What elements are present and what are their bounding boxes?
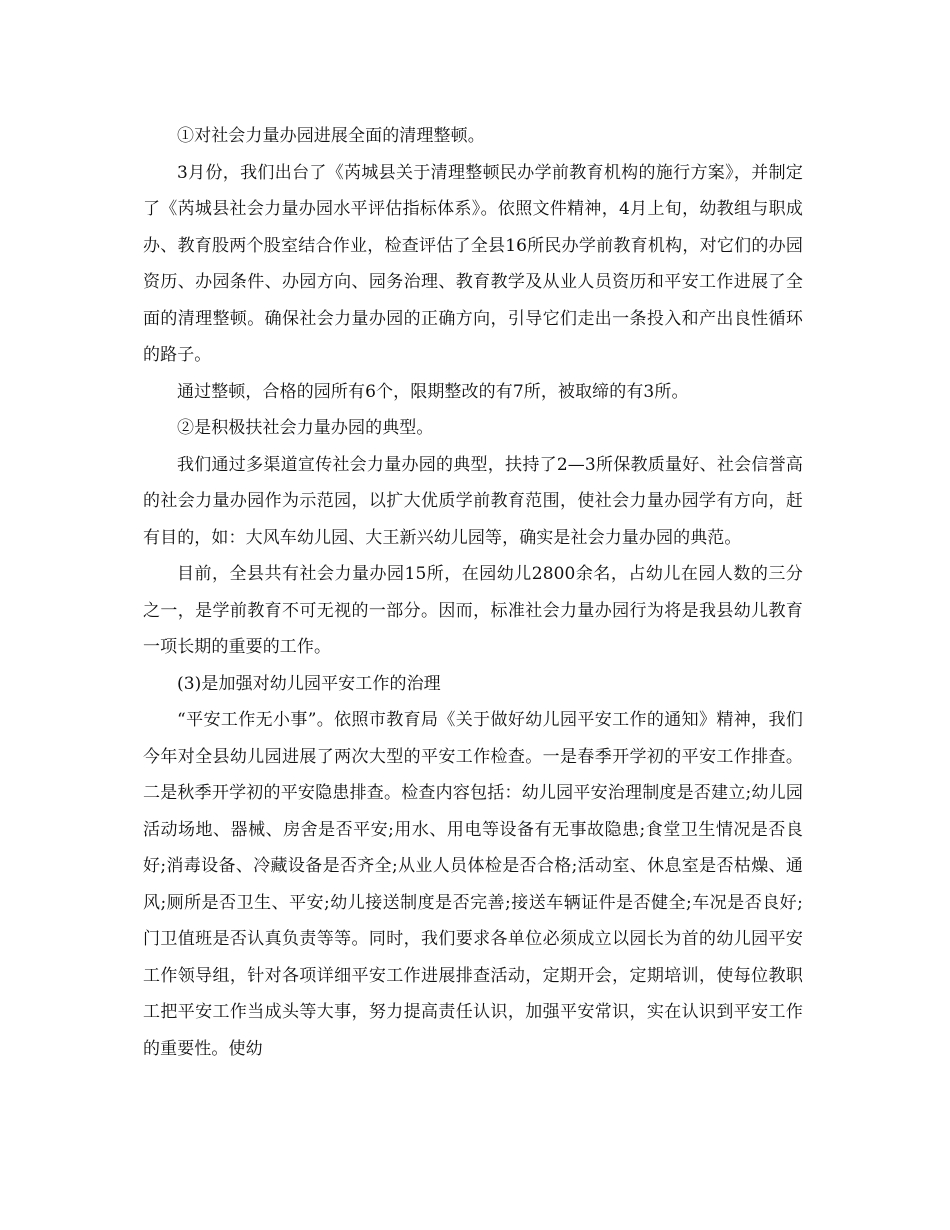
paragraph-2: 通过整顿，合格的园所有6个，限期整改的有7所，被取缔的有3所。 — [177, 381, 689, 402]
paragraph-1: 3月份，我们出台了《芮城县关于清理整顿民办学前教育机构的施行方案》，并制定了《芮城县社会力量办园水平评估指标体系》。依照文件精神，4月上旬，幼教组与职成办、教育股两个股室结合作业，检查评估了全县16所民办学前教育机构，对它们的办园资历、办园条件、办园方向、园务治理、教育教学及从业人员资历和平安工作进展了全面的清理整顿。确保社会力量办园的正确方向，引导它们走出一条投入和产出良性循环的路子。 — [143, 162, 803, 365]
paragraph-5: “平安工作无小事”。依照市教育局《关于做好幼儿园平安工作的通知》精神，我们今年对全县幼儿园进展了两次大型的平安工作检查。一是春季开学初的平安工作排查。二是秋季开学初的平安隐患排查。检查内容包括：幼儿园平安治理制度是否建立;幼儿园活动场地、器械、房舍是否平安;用水、用电等设备有无事故隐患;食堂卫生情况是否良好;消毒设备、冷藏设备是否齐全;从业人员体检是否合格;活动室、休息室是否枯燥、通风;厕所是否卫生、平安;幼儿接送制度是否完善;接送车辆证件是否健全;车况是否良好;门卫值班是否认真负责等等。同时，我们要求各单位必须成立以园长为首的幼儿园平安工作领导组，针对各项详细平安工作进展排查活动，定期开会，定期培训，使每位教职工把平安工作当成头等大事，努力提高责任认识，加强平安常识，实在认识到平安工作的重要性。使幼 — [143, 710, 803, 1059]
paragraph-3: 我们通过多渠道宣传社会力量办园的典型，扶持了2—3所保教质量好、社会信誉高的社会力量办园作为示范园，以扩大优质学前教育范围，使社会力量办园学有方向，赶有目的，如：大风车幼儿园、大王新兴幼儿园等，确实是社会力量办园的典范。 — [143, 454, 803, 548]
paragraph-heading-3: (3)是加强对幼儿园平安工作的治理 — [177, 673, 441, 694]
paragraph-heading-1: ①对社会力量办园进展全面的清理整顿。 — [177, 126, 485, 146]
document-body — [143, 118, 803, 1067]
paragraph-heading-2: ②是积极扶社会力量办园的典型。 — [177, 418, 434, 438]
paragraph-4: 目前，全县共有社会力量办园15所，在园幼儿2800余名，占幼儿在园人数的三分之一，是学前教育不可无视的一部分。因而，标准社会力量办园行为将是我县幼儿教育一项长期的重要的工作。 — [143, 564, 803, 657]
